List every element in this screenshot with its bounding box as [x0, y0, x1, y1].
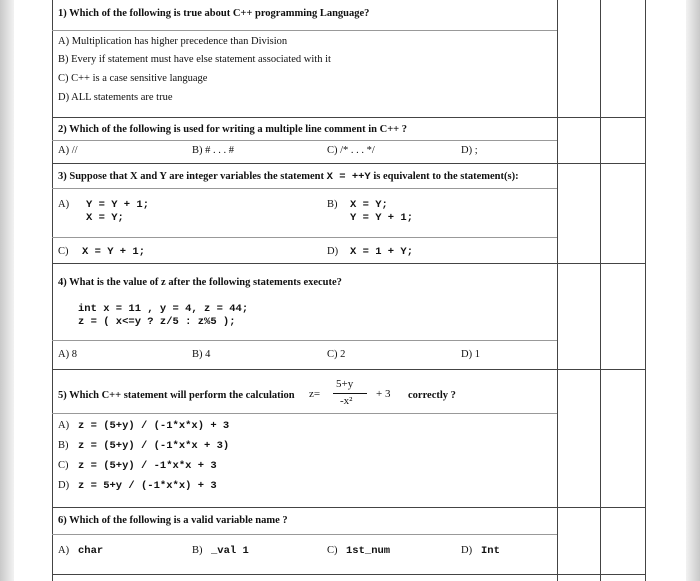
q3-option-a-label[interactable]: A)	[58, 199, 70, 210]
q2-option-a[interactable]: A) //	[58, 145, 78, 156]
q5-formula-numerator: 5+y	[336, 378, 354, 390]
q6-option-d-label[interactable]: D)	[461, 545, 473, 556]
q1-option-b[interactable]: B) Every if statement must have else statement associated with it	[58, 54, 331, 65]
q4-code-line2: z = ( x<=y ? z/5 : z%5 );	[78, 316, 236, 328]
q6-option-d-code: Int	[481, 545, 500, 557]
q2-option-d[interactable]: D) ;	[461, 145, 478, 156]
right-page-shadow	[686, 0, 700, 581]
q4-option-a[interactable]: A) 8	[58, 349, 77, 360]
q5-option-d-code: z = 5+y / (-1*x*x) + 3	[78, 480, 217, 492]
q3-option-b-line1: X = Y;	[350, 199, 388, 211]
q1-option-c[interactable]: C) C++ is a case sensitive language	[58, 73, 208, 84]
q3-option-d-label[interactable]: D)	[327, 246, 339, 257]
q3-option-a-line2: X = Y;	[86, 212, 124, 224]
q5-formula-plus: + 3	[376, 388, 391, 400]
q2-option-c[interactable]: C) /* . . . */	[327, 145, 375, 156]
q3-option-c-label[interactable]: C)	[58, 246, 69, 257]
q3-option-a-line1: Y = Y + 1;	[86, 199, 150, 211]
q3-question: 3) Suppose that X and Y are integer variables the statement X = ++Y is equivalent to the statement(s):	[58, 171, 519, 183]
q1-option-d[interactable]: D) ALL statements are true	[58, 92, 173, 103]
q5-option-c-label[interactable]: C)	[58, 460, 69, 471]
q3-option-d-code: X = 1 + Y;	[350, 246, 414, 258]
q4-question: 4) What is the value of z after the following statements execute?	[58, 277, 342, 288]
q5-formula-z: z=	[309, 388, 321, 400]
q6-question: 6) Which of the following is a valid variable name ?	[58, 515, 288, 526]
q1-question: 1) Which of the following is true about C++ programming Language?	[58, 8, 370, 19]
q5-option-a-label[interactable]: A)	[58, 420, 70, 431]
q6-option-b-label[interactable]: B)	[192, 545, 203, 556]
q1-option-a[interactable]: A) Multiplication has higher precedence than Division	[58, 36, 288, 47]
q4-option-c[interactable]: C) 2	[327, 349, 346, 360]
q6-option-c-code: 1st_num	[346, 545, 391, 557]
q6-option-b-code: _val 1	[211, 545, 249, 557]
q6-option-a-label[interactable]: A)	[58, 545, 70, 556]
q4-option-b[interactable]: B) 4	[192, 349, 211, 360]
q5-option-d-label[interactable]: D)	[58, 480, 70, 491]
q6-option-a-code: char	[78, 545, 104, 557]
q3-option-b-label[interactable]: B)	[327, 199, 338, 210]
q2-question: 2) Which of the following is used for writing a multiple line comment in C++ ?	[58, 124, 408, 135]
q5-fraction-bar	[333, 393, 367, 394]
q5-question-suffix: correctly ?	[408, 390, 456, 401]
q5-option-a-code: z = (5+y) / (-1*x*x) + 3	[78, 420, 230, 432]
q3-option-c-code: X = Y + 1;	[82, 246, 146, 258]
q5-option-c-code: z = (5+y) / -1*x*x + 3	[78, 460, 217, 472]
q6-option-c-label[interactable]: C)	[327, 545, 338, 556]
q5-question-text: 5) Which C++ statement will perform the calculation	[58, 390, 295, 401]
q3-option-b-line2: Y = Y + 1;	[350, 212, 414, 224]
left-page-shadow	[0, 0, 14, 581]
q5-option-b-label[interactable]: B)	[58, 440, 69, 451]
q2-option-b[interactable]: B) # . . . #	[192, 145, 234, 156]
q5-formula-denominator: -x²	[340, 395, 353, 407]
q4-code-line1: int x = 11 , y = 4, z = 44;	[78, 303, 249, 315]
q5-option-b-code: z = (5+y) / (-1*x*x + 3)	[78, 440, 230, 452]
q4-option-d[interactable]: D) 1	[461, 349, 480, 360]
